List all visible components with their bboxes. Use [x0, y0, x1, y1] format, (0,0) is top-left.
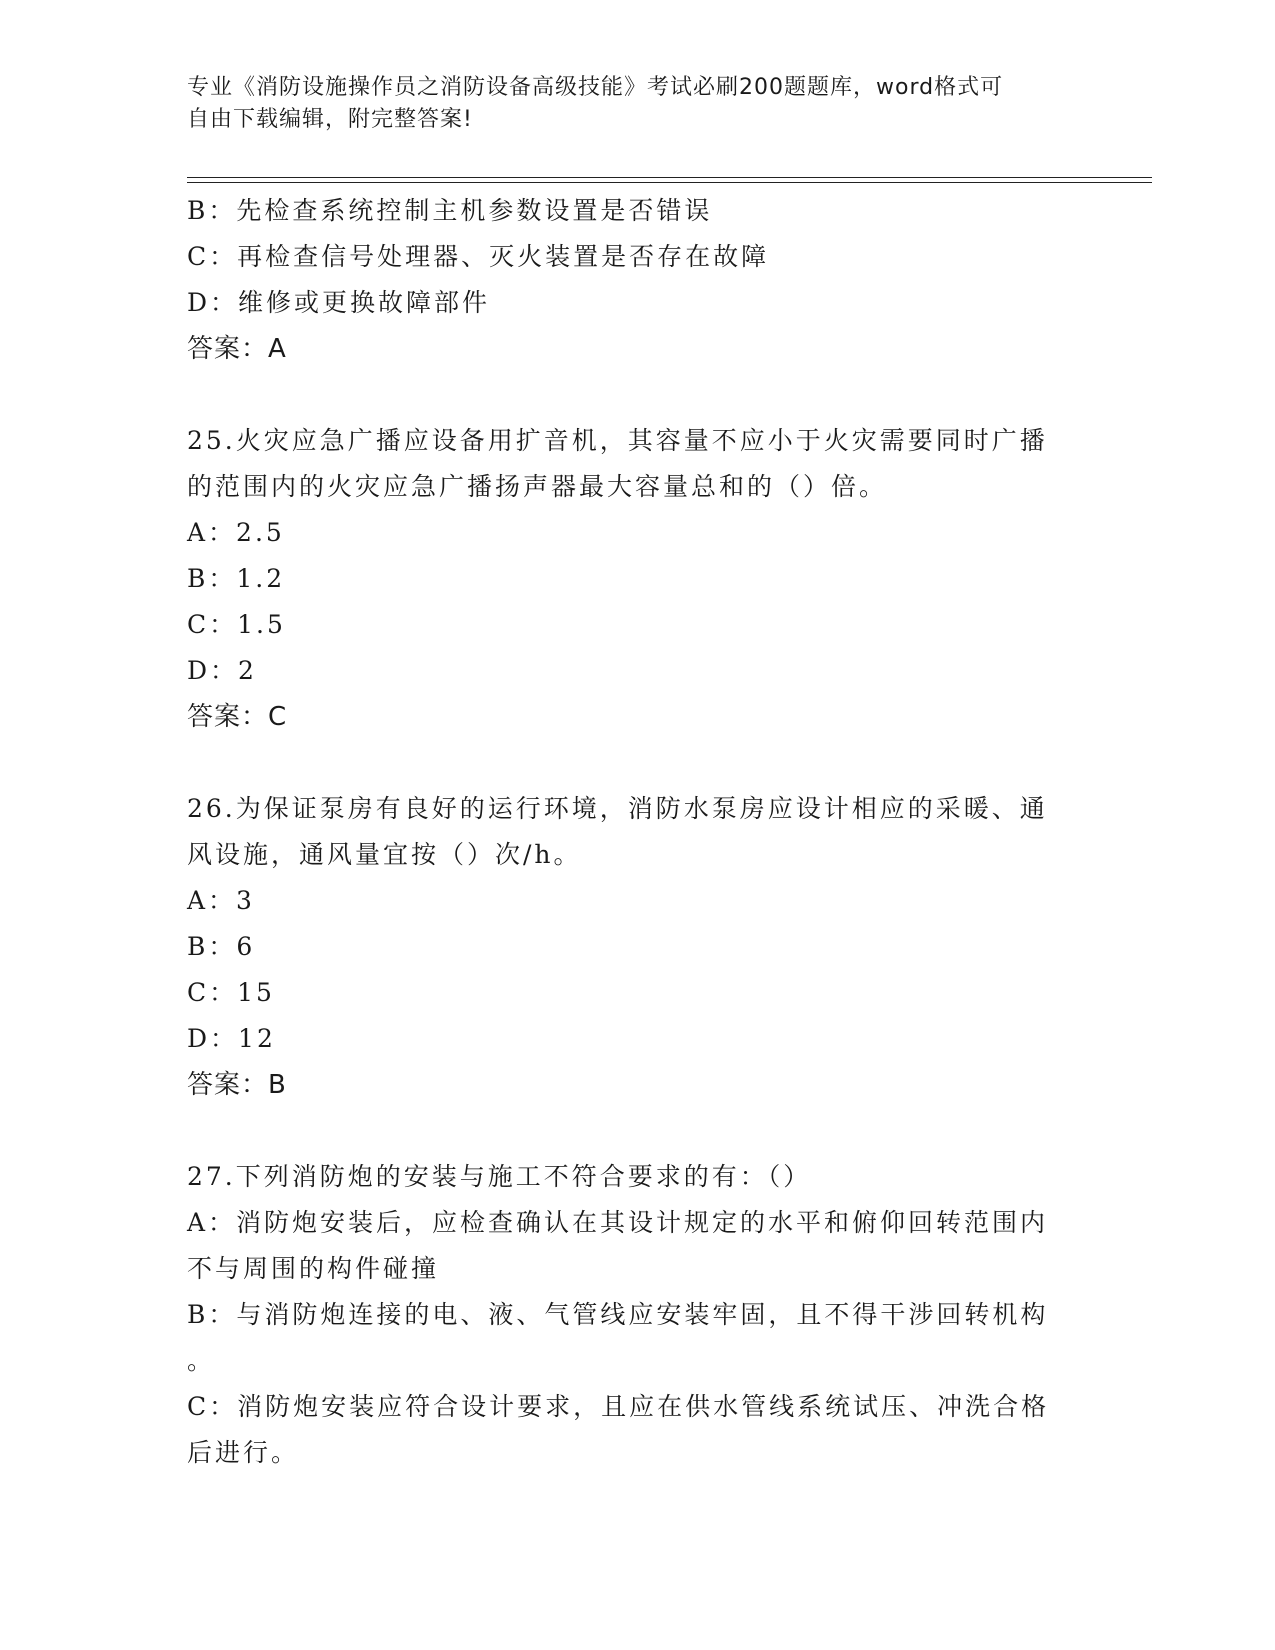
question-stem-line: 的范围内的火灾应急广播扬声器最大容量总和的（）倍。: [187, 472, 888, 501]
header-rule-top: [187, 177, 1152, 178]
option-a: A：3: [187, 886, 255, 915]
document-body: [187, 188, 1067, 1476]
question-stem-line: 风设施，通风量宜按（）次/h。: [187, 840, 582, 869]
question-26: [187, 786, 1067, 1108]
option-b: B：1.2: [187, 564, 286, 593]
continued-question: [187, 188, 1067, 372]
header-rule-bottom: [187, 182, 1152, 183]
option-c-line: 后进行。: [187, 1438, 300, 1467]
question-stem-line: 25.火灾应急广播应设备用扩音机，其容量不应小于火灾需要同时广播: [187, 426, 1048, 455]
option-b-line: 。: [187, 1346, 216, 1375]
header-line-2: 自由下载编辑，附完整答案!: [187, 107, 473, 132]
option-d: D：12: [187, 1024, 276, 1053]
option-c: C：1.5: [187, 610, 286, 639]
question-27: [187, 1154, 1067, 1476]
document-header: [187, 72, 1067, 136]
answer-line: 答案：A: [187, 334, 287, 364]
option-d: D：2: [187, 656, 257, 685]
answer-line: 答案：B: [187, 1070, 287, 1100]
question-25: [187, 418, 1067, 740]
option-b: B：先检查系统控制主机参数设置是否错误: [187, 196, 713, 225]
option-c: C：再检查信号处理器、灭火装置是否存在故障: [187, 242, 770, 271]
option-a-line: A：消防炮安装后，应检查确认在其设计规定的水平和俯仰回转范围内: [187, 1208, 1049, 1237]
option-b-line: B：与消防炮连接的电、液、气管线应安装牢固，且不得干涉回转机构: [187, 1300, 1049, 1329]
option-b: B：6: [187, 932, 256, 961]
option-d: D：维修或更换故障部件: [187, 288, 491, 317]
question-stem-line: 27.下列消防炮的安装与施工不符合要求的有：（）: [187, 1162, 812, 1191]
question-stem-line: 26.为保证泵房有良好的运行环境，消防水泵房应设计相应的采暖、通: [187, 794, 1048, 823]
answer-line: 答案：C: [187, 702, 288, 732]
option-a: A：2.5: [187, 518, 285, 547]
option-c: C：15: [187, 978, 275, 1007]
option-c-line: C：消防炮安装应符合设计要求，且应在供水管线系统试压、冲洗合格: [187, 1392, 1050, 1421]
header-line-1: 专业《消防设施操作员之消防设备高级技能》考试必刷200题题库，word格式可: [187, 75, 1004, 100]
option-a-line: 不与周围的构件碰撞: [187, 1254, 440, 1283]
